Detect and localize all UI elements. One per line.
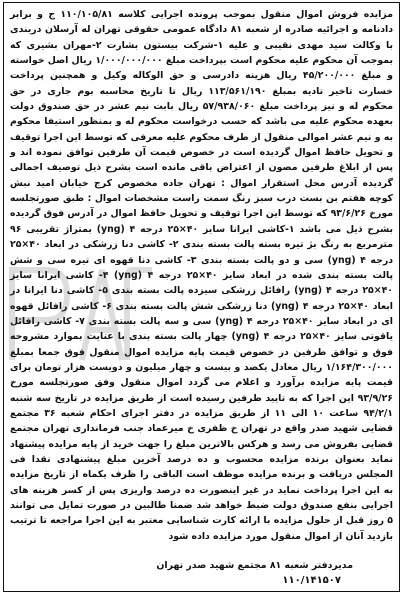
notice-footer (10, 558, 393, 588)
signature-line: مدیردفتر شعبه ۸۱ مجتمع شهید صدر تهران (156, 560, 353, 571)
notice-body: مزایده فروش اموال منقول بموجب پرونده اجرایی کلاسه ۱۱۰/۱۰۵/۸۱ ج و برابر دادنامه و اجرائیه صادره از شعبه ۸۱ دادگاه عمومی حقوقی تهران له آرسلان دریندی با وکالت سید مهدی نقیبی و علیه ۱-شرکت بیستون بشارت ۲-مهران بشیری که بموجب آن محکوم علیه محکوم است بپرداخت مبلغ ۱/۰۰۰/۰۰۰/۰۰۰ ریال اصل خواسته و مبلغ ۴۵/۲۰۰/۰۰۰ ریال هزینه دادرسی و حق الوکاله وکیل و همچنین پرداخت خسارت تاخیر تادیه بمبلغ ۱۱۳/۵۶۱/۱۹۰ ریال تا تاریخ محاسبه بوم جاری در حق محکوم له و نیز پرداخت مبلغ ۵۷/۹۳۸/۰۶۰ ریال بابت نیم عشر در حق صندوق دولت بعهده محکوم علیه می باشد که حسب درخواست محکوم له و بمنظور استیفا محکوم به و نیم عشر اموالی منقول از طرف محکوم علیه معرفی که توسط این اجرا توقیف و تحویل حافظ اموال گردیده است در خصوص قیمت آن طرفین توافق نموده اند و پس از ابلاغ طرفین مصون از اعتراض باقی مانده است بشرح ذیل توصیف اجمالی گردیده آدرس محل استقرار اموال : تهران جاده مخصوص کرج خیابان امید نبش کوچه هفتم بن بست درب سبز رنگ سمت راست مشخصات اموال : طبق صورتجلسه مورخ ۹۳/۶/۲۶ که توسط این اجرا توقیف و تحویل حافظ اموال در آدرس فوق گردیده بشرح ذیل می باشد ۱-کاشی ایرانا سایز ۴۰×۲۵ درجه ۴ (yng) بمتراژ تقریبی ۹۶ مترمربع به رنگ بژ تیره بسته پالت بسته بندی ۲- کاشی دنا زرشکی در ابعاد ۴۰×۲۵ درجه ۴ (yng) سی و دو پالت بسته بندی ۳- کاشی دنا قهوه ای تیره سی و شش پالت بسته بندی شده در ابعاد سایز ۴۰×۲۵ درجه ۴ (yng) ۴- کاشی ایرانا سایز ۴۰×۲۵ درجه ۴ (yng) رافائل زرشکی سیزده پالت بسته بندی ۵- کاشی دنا ایرانا در ابعاد ۴۰×۲۵ درجه ۴ (yng) دنا زرشکی شش پالت بسته بندی ۶- کاشی رافائل قهوه ای در ابعاد سایز ۴۰×۲۵ درجه ۴ (yng) سی و سه پالت بسته بندی ۷- کاشی رافائل یاقوتی سایز ۴۰×۲۵ درجه ۴ (yng) چهار پالت بسته بندی با عنایت بموارد مشروحه فوق و توافق طرفین در خصوص قیمت پایه مزایده اموال منقول فوق جمعا بمبلغ ۱/۱۶۴/۳۰۰/۰۰۰ ریال معادل یکصد و بیست و چهار میلیون و دویست هزار تومان برای قیمت پایه مزایده برآورد و اعلام می گردد اموال منقول وفق صورتجلسه مورخ ۹۳/۹/۲۶ این اجرا که به تایید طرفین رسیده است از طریق مزایده در تاریخ سه شنبه ۹۴/۲/۱ ساعت ۱۰ الی ۱۱ از طریق مزایده در دفتر اجرای احکام شعبه ۳۶ مجتمع قضایی شهید صدر واقع در تهران خ ظفری خ میرعماد جنب فرمانداری تهران مجتمع قضایی بفروش می رسد و هرکس بالاترین مبلغ را جهت خرید از پایه مزایده پیشنهاد نماید بعنوان برنده مزایده محسوب و ده درصد آخرین مبلغ پیشنهادی نقدا فی المجلس دریافت و برنده مزایده موظف است الباقی را ظرف یکماه از تاریخ مزایده به این اجرا پرداخت نماید در غیر اینصورت ده درصد واریزی پس از کسر هزینه های اجرایی بنفع صندوق دولت ضبط خواهد شد ضمنا طالبین در صورت تمایل می توانند ۵ روز قبل از حلول مزایده با ارائه کارت شناسایی معتبر به این اجرا مراجعه تا ترتیب بازدید آنان از اموال منقول مورد مزایده داده شود (10, 9, 394, 542)
reference-number: ۱۱۰/۱۴۱۵۰۷ (282, 575, 341, 586)
notice-box (3, 2, 400, 592)
